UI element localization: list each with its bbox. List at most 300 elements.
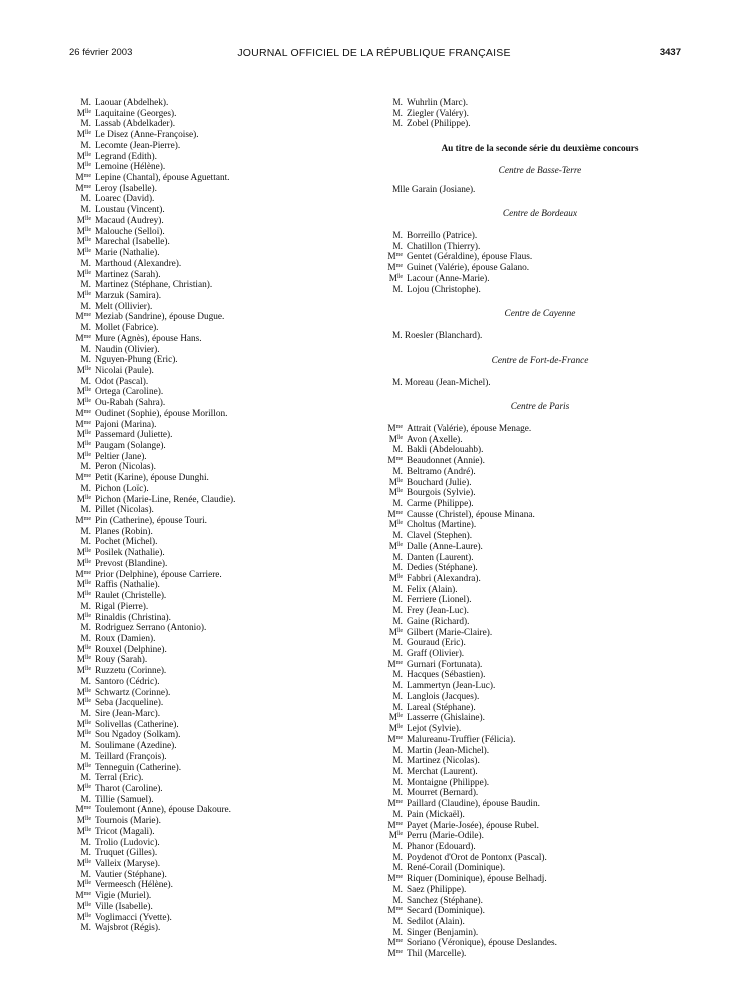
list-item: [70, 602, 350, 613]
person-name: Sedilot (Alain).: [407, 917, 465, 927]
person-name: Lepine (Chantal), épouse Aguettant.: [95, 173, 230, 184]
list-item: [70, 312, 350, 323]
list-item: [70, 838, 350, 849]
civility-title: $M^{me}$: [387, 263, 403, 274]
list-item: [382, 553, 678, 564]
left-column: [70, 98, 350, 934]
civility-title: $M^{lle}$: [76, 558, 91, 569]
civility-title: M.: [80, 848, 91, 859]
civility-title: $M^{lle}$: [76, 719, 91, 730]
list-item: [70, 709, 350, 720]
person-name: Rouy (Sarah).: [95, 655, 148, 666]
person-name: Nguyen-Phung (Eric).: [95, 355, 178, 366]
list-item: [382, 628, 678, 639]
person-name: Trolio (Ludovic).: [95, 837, 160, 848]
person-name: Tricot (Magali).: [95, 826, 155, 837]
list-item: [70, 194, 350, 205]
person-name: Felix (Alain).: [407, 584, 458, 595]
list-item: [70, 763, 350, 774]
list-item: [70, 870, 350, 881]
list-item: M. Moreau (Jean-Michel).: [392, 377, 491, 388]
civility-title: $M^{lle}$: [76, 237, 91, 248]
list-item: [70, 420, 350, 431]
civility-title: M.: [80, 280, 91, 291]
civility-title: M.: [392, 852, 403, 863]
civility-title: $M^{lle}$: [76, 365, 91, 376]
civility-title: $M^{lle}$: [76, 912, 91, 923]
list-item: [70, 98, 350, 109]
person-name: Mourret (Bernard).: [407, 788, 479, 799]
page-number: 3437: [659, 47, 681, 58]
civility-title: $M^{lle}$: [76, 612, 91, 623]
civility-title: M.: [80, 537, 91, 548]
civility-title: $M^{lle}$: [76, 548, 91, 559]
person-name: Ou-Rabah (Sahra).: [95, 398, 166, 409]
civility-title: M.: [392, 241, 403, 252]
person-name: Seba (Jacqueline).: [95, 698, 164, 709]
civility-title: M.: [392, 745, 403, 756]
civility-title: M.: [392, 917, 403, 927]
person-name: Bourgois (Sylvie).: [407, 488, 476, 499]
civility-title: M.: [392, 884, 403, 895]
person-name: Prior (Delphine), épouse Carriere.: [95, 569, 222, 580]
person-name: Borreillo (Patrice).: [407, 231, 478, 242]
civility-title: $M^{lle}$: [76, 494, 91, 505]
list-item: [382, 928, 678, 939]
list-item: [382, 445, 678, 456]
person-name: Tharot (Caroline).: [95, 784, 163, 794]
person-name: Voglimacci (Yvette).: [95, 912, 172, 923]
civility-title: $M^{me}$: [387, 949, 403, 960]
list-item: [382, 98, 678, 109]
civility-title: $M^{lle}$: [76, 784, 91, 794]
list-item: [70, 141, 350, 152]
person-name: Marie (Nathalie).: [95, 248, 160, 259]
civility-title: $M^{lle}$: [76, 901, 91, 912]
person-name: Zobel (Philippe).: [407, 119, 471, 130]
civility-title: $M^{lle}$: [76, 644, 91, 655]
list-item: [382, 252, 678, 263]
person-name: Hacques (Sébastien).: [407, 670, 486, 681]
person-name: Truquet (Gilles).: [95, 848, 158, 859]
list-item: [382, 692, 678, 703]
civility-title: $M^{me}$: [75, 419, 91, 430]
civility-title: M.: [80, 676, 91, 687]
list-item: [70, 720, 350, 731]
person-name: Tournois (Marie).: [95, 816, 161, 827]
bordeaux-list: [382, 231, 678, 295]
civility-title: M.: [80, 344, 91, 355]
person-name: Avon (Axelle).: [407, 434, 463, 445]
civility-title: M.: [392, 108, 403, 119]
civility-title: $M^{me}$: [75, 312, 91, 323]
civility-title: $M^{lle}$: [388, 541, 403, 552]
list-item: [70, 827, 350, 838]
person-name: Lammertyn (Jean-Luc).: [407, 681, 496, 692]
civility-title: $M^{lle}$: [388, 488, 403, 499]
civility-title: M.: [80, 869, 91, 880]
person-name: Schwartz (Corinne).: [95, 687, 171, 698]
list-item: [70, 505, 350, 516]
person-name: Pillet (Nicolas).: [95, 505, 154, 516]
list-item: [70, 570, 350, 581]
civility-title: M.: [80, 376, 91, 387]
list-item: [70, 323, 350, 334]
civility-title: $M^{me}$: [75, 891, 91, 902]
civility-title: M.: [392, 531, 403, 542]
civility-title: $M^{lle}$: [76, 226, 91, 237]
list-item: [382, 531, 678, 542]
person-name: Teillard (François).: [95, 751, 167, 762]
person-name: Marzuk (Samira).: [95, 290, 162, 301]
person-name: Mure (Agnès), épouse Hans.: [95, 333, 202, 344]
civility-title: M.: [392, 466, 403, 477]
civility-title: $M^{lle}$: [76, 816, 91, 827]
centre-fort-de-france-heading: Centre de Fort-de-France: [491, 355, 589, 366]
civility-title: $M^{lle}$: [388, 477, 403, 488]
list-item: [70, 162, 350, 173]
page-header: [0, 47, 748, 63]
civility-title: $M^{me}$: [387, 423, 403, 434]
list-item: [70, 184, 350, 195]
list-item: [70, 473, 350, 484]
civility-title: $M^{lle}$: [76, 687, 91, 698]
civility-title: $M^{lle}$: [388, 724, 403, 735]
person-name: Sou Ngadoy (Solkam).: [95, 730, 181, 741]
person-name: Martin (Jean-Michel).: [407, 745, 490, 756]
civility-title: $M^{lle}$: [76, 698, 91, 709]
civility-title: $M^{lle}$: [76, 655, 91, 666]
civility-title: M.: [80, 483, 91, 494]
list-item: [382, 435, 678, 446]
list-item: [382, 585, 678, 596]
person-name: Roux (Damien).: [95, 633, 156, 644]
list-item: [70, 923, 350, 934]
civility-title: $M^{lle}$: [76, 880, 91, 891]
civility-title: M.: [392, 788, 403, 799]
person-name: Pin (Catherine), épouse Touri.: [95, 516, 208, 527]
civility-title: M.: [80, 462, 91, 473]
list-item: [70, 173, 350, 184]
list-item: [70, 816, 350, 827]
list-item: [70, 634, 350, 645]
person-name: Sire (Jean-Marc).: [95, 708, 161, 719]
list-item: [70, 548, 350, 559]
list-item: [382, 853, 678, 864]
civility-title: $M^{me}$: [75, 805, 91, 816]
person-name: Vautier (Stéphane).: [95, 869, 167, 880]
person-name: Laouar (Abdelhek).: [95, 98, 169, 108]
person-name: Valleix (Maryse).: [95, 859, 161, 870]
civility-title: $M^{lle}$: [76, 269, 91, 280]
civility-title: $M^{lle}$: [76, 430, 91, 441]
list-item: [70, 645, 350, 656]
person-name: Gurnari (Fortunata).: [407, 659, 483, 670]
list-item: [382, 949, 678, 960]
list-item: [70, 741, 350, 752]
person-name: Petit (Karine), épouse Dunghi.: [95, 473, 209, 484]
person-name: Planes (Robin).: [95, 526, 153, 537]
civility-title: M.: [392, 498, 403, 509]
list-item: [70, 688, 350, 699]
person-name: Dedies (Stéphane).: [407, 563, 478, 574]
civility-title: $M^{me}$: [387, 659, 403, 670]
person-name: Gaine (Richard).: [407, 616, 470, 627]
person-name: Martinez (Stéphane, Christian).: [95, 280, 213, 291]
civility-title: $M^{lle}$: [76, 130, 91, 141]
civility-title: $M^{lle}$: [388, 574, 403, 584]
person-name: Terral (Eric).: [95, 773, 144, 784]
civility-title: $M^{lle}$: [76, 730, 91, 741]
list-item: [70, 152, 350, 163]
civility-title: M.: [392, 638, 403, 649]
civility-title: M.: [80, 301, 91, 312]
person-name: Rinaldis (Christina).: [95, 612, 171, 623]
person-name: Malureanu-Truffier (Félicia).: [407, 734, 516, 745]
list-item: [70, 259, 350, 270]
person-name: Gilbert (Marie-Claire).: [407, 627, 493, 638]
person-name: Frey (Jean-Luc).: [407, 606, 469, 617]
person-name: Chatillon (Thierry).: [407, 241, 481, 252]
list-item: [382, 670, 678, 681]
person-name: Ville (Isabelle).: [95, 901, 153, 912]
person-name: Guinet (Valérie), épouse Galano.: [407, 263, 530, 274]
right-top-list: [382, 98, 678, 130]
list-item: [382, 660, 678, 671]
civility-title: $M^{lle}$: [76, 248, 91, 259]
list-item: [382, 606, 678, 617]
person-name: Lacour (Anne-Marie).: [407, 273, 490, 284]
list-item: [382, 617, 678, 628]
list-item: [70, 462, 350, 473]
list-item: [70, 345, 350, 356]
civility-title: $M^{lle}$: [76, 441, 91, 451]
person-name: Malouche (Selloi).: [95, 226, 165, 237]
person-name: Raffis (Nathalie).: [95, 580, 160, 591]
person-name: Paillard (Claudine), épouse Baudin.: [407, 799, 540, 810]
list-item: [382, 863, 678, 874]
civility-title: M.: [392, 691, 403, 702]
list-item: [70, 280, 350, 291]
civility-title: M.: [80, 623, 91, 634]
person-name: Laquitaine (Georges).: [95, 108, 177, 119]
person-name: Prevost (Blandine).: [95, 558, 168, 569]
centre-paris-heading: Centre de Paris: [510, 402, 570, 413]
civility-title: $M^{me}$: [387, 734, 403, 745]
list-item: [70, 891, 350, 902]
list-item: [70, 430, 350, 441]
civility-title: $M^{lle}$: [76, 826, 91, 837]
civility-title: M.: [392, 649, 403, 660]
civility-title: $M^{me}$: [75, 408, 91, 419]
person-name: Toulemont (Anne), épouse Dakoure.: [95, 805, 231, 816]
list-item: [382, 917, 678, 928]
civility-title: M.: [80, 708, 91, 719]
list-item: [382, 424, 678, 435]
list-item: [70, 730, 350, 741]
civility-title: M.: [80, 119, 91, 130]
list-item: [382, 896, 678, 907]
person-name: Marthoud (Alexandre).: [95, 258, 182, 269]
person-name: Leroy (Isabelle).: [95, 183, 157, 194]
person-name: Fabbri (Alexandra).: [407, 574, 481, 584]
person-name: Beaudonnet (Annie).: [407, 456, 485, 467]
list-item: [382, 510, 678, 521]
civility-title: M.: [392, 595, 403, 606]
person-name: Payet (Marie-Josée), épouse Rubel.: [407, 820, 539, 831]
person-name: Ruzzetu (Corinne).: [95, 666, 167, 677]
civility-title: $M^{me}$: [75, 173, 91, 184]
list-item: [70, 805, 350, 816]
civility-title: M.: [80, 323, 91, 334]
civility-title: $M^{lle}$: [76, 162, 91, 173]
list-item: [70, 859, 350, 870]
civility-title: M.: [392, 98, 403, 108]
person-name: Pichon (Marie-Line, Renée, Claudie).: [95, 494, 236, 505]
list-item: [382, 713, 678, 724]
person-name: Carme (Philippe).: [407, 498, 474, 509]
civility-title: M.: [392, 766, 403, 777]
person-name: Solivellas (Catherine).: [95, 719, 179, 730]
civility-title: $M^{lle}$: [388, 713, 403, 724]
person-name: Pajoni (Marina).: [95, 419, 157, 430]
civility-title: $M^{me}$: [75, 516, 91, 527]
list-item: [382, 906, 678, 917]
list-item: [70, 366, 350, 377]
civility-title: M.: [80, 923, 91, 934]
civility-title: $M^{me}$: [387, 509, 403, 520]
list-item: [382, 638, 678, 649]
civility-title: $M^{lle}$: [76, 451, 91, 462]
person-name: Riquer (Dominique), épouse Belhadj.: [407, 874, 547, 885]
civility-title: $M^{lle}$: [76, 151, 91, 162]
person-name: Langlois (Jacques).: [407, 691, 480, 702]
list-item: [70, 334, 350, 345]
list-item: [382, 788, 678, 799]
list-item: [382, 109, 678, 120]
civility-title: M.: [392, 841, 403, 852]
list-item: [70, 398, 350, 409]
person-name: Rouxel (Delphine).: [95, 644, 167, 655]
person-name: Ortega (Caroline).: [95, 387, 164, 398]
person-name: Lareal (Stéphane).: [407, 702, 476, 713]
civility-title: M.: [392, 616, 403, 627]
civility-title: M.: [392, 702, 403, 713]
list-item: [70, 109, 350, 120]
list-item: [70, 655, 350, 666]
list-item: [382, 242, 678, 253]
list-item: [70, 591, 350, 602]
list-item: [70, 880, 350, 891]
right-column: [382, 98, 678, 960]
civility-title: $M^{me}$: [387, 456, 403, 467]
civility-title: M.: [392, 552, 403, 563]
list-item: [382, 231, 678, 242]
person-name: Causse (Christel), épouse Minana.: [407, 509, 535, 520]
list-item: [382, 681, 678, 692]
list-item: M. Roesler (Blanchard).: [392, 331, 483, 342]
person-name: Soriano (Véronique), épouse Deslandes.: [407, 938, 557, 949]
person-name: Lecomte (Jean-Pierre).: [95, 140, 181, 151]
person-name: Pain (Mickaël).: [407, 809, 465, 820]
list-item: [382, 119, 678, 130]
person-name: Soulimane (Azedine).: [95, 741, 177, 752]
list-item: [70, 409, 350, 420]
civility-title: $M^{lle}$: [76, 398, 91, 409]
civility-title: M.: [392, 584, 403, 595]
person-name: Bakli (Abdelouahb).: [407, 445, 484, 456]
civility-title: $M^{lle}$: [388, 627, 403, 638]
list-item: [382, 563, 678, 574]
person-name: Santoro (Cédric).: [95, 676, 160, 687]
civility-title: $M^{lle}$: [76, 591, 91, 602]
list-item: [70, 237, 350, 248]
person-name: Lemoine (Hélène).: [95, 162, 166, 173]
civility-title: $M^{me}$: [387, 820, 403, 831]
list-item: [70, 302, 350, 313]
civility-title: M.: [392, 927, 403, 938]
civility-title: M.: [392, 231, 403, 242]
person-name: Melt (Ollivier).: [95, 301, 153, 312]
person-name: Macaud (Audrey).: [95, 215, 164, 226]
civility-title: M.: [80, 98, 91, 108]
civility-title: $M^{lle}$: [76, 387, 91, 398]
person-name: Thil (Marcelle).: [407, 949, 467, 960]
person-name: Secard (Dominique).: [407, 906, 485, 917]
person-name: Singer (Benjamin).: [407, 927, 479, 938]
list-item: [70, 119, 350, 130]
person-name: Peron (Nicolas).: [95, 462, 156, 473]
person-name: Posilek (Nathalie).: [95, 548, 165, 559]
person-name: Mollet (Fabrice).: [95, 323, 159, 334]
list-item: [382, 274, 678, 285]
list-item: [382, 595, 678, 606]
list-item: [382, 649, 678, 660]
person-name: Vermeesch (Hélène).: [95, 880, 173, 891]
civility-title: M.: [80, 526, 91, 537]
person-name: Pochet (Michel).: [95, 537, 158, 548]
person-name: Rodriguez Serrano (Antonio).: [95, 623, 207, 634]
list-item: [70, 784, 350, 795]
list-item: [70, 677, 350, 688]
civility-title: $M^{lle}$: [76, 666, 91, 677]
person-name: Meziab (Sandrine), épouse Dugue.: [95, 312, 225, 323]
header-date: 26 février 2003: [69, 47, 133, 58]
list-item: [382, 467, 678, 478]
list-item: [382, 735, 678, 746]
centre-cayenne-heading: Centre de Cayenne: [504, 309, 576, 320]
list-item: [382, 703, 678, 714]
list-item: [70, 441, 350, 452]
person-name: Loustau (Vincent).: [95, 205, 165, 216]
list-item: [70, 580, 350, 591]
civility-title: $M^{lle}$: [388, 273, 403, 284]
person-name: Lejot (Sylvie).: [407, 724, 462, 735]
person-name: Rigal (Pierre).: [95, 601, 149, 612]
list-item: [70, 773, 350, 784]
person-name: Perru (Marie-Odile).: [407, 831, 484, 842]
civility-title: M.: [80, 741, 91, 752]
list-item: [70, 205, 350, 216]
list-item: [382, 885, 678, 896]
list-item: [70, 613, 350, 624]
civility-title: M.: [80, 837, 91, 848]
list-item: [382, 263, 678, 274]
civility-title: M.: [80, 751, 91, 762]
list-item: [70, 559, 350, 570]
list-item: [70, 227, 350, 238]
civility-title: $M^{me}$: [387, 938, 403, 949]
